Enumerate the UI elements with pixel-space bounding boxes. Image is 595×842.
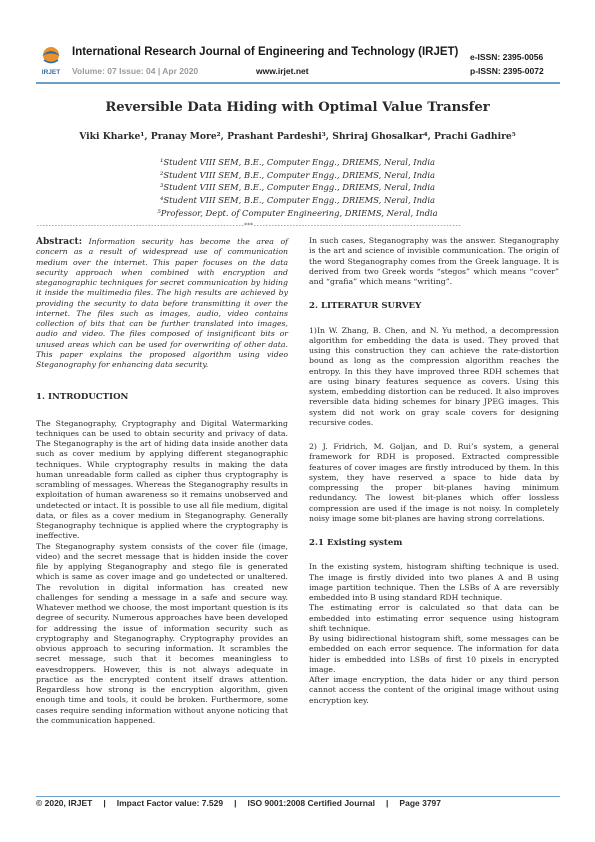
footer-separator: | (103, 798, 106, 808)
footer-separator: | (234, 798, 237, 808)
affiliations (0, 156, 595, 220)
journal-name: International Research Journal of Engineering and Technology (IRJET) (72, 46, 459, 58)
header-rule (36, 82, 560, 84)
e-issn: e-ISSN: 2395-0056 (470, 52, 544, 62)
footer-iso: ISO 9001:2008 Certified Journal (247, 798, 376, 808)
author-list: Viki Kharke¹, Pranay More², Prashant Pardeshi³, Shriraj Ghosalkar⁴, Prachi Gadhire⁵ (79, 131, 516, 142)
introduction-paragraph-1: The Steganography, Cryptography and Digital Watermarking techniques can be used to obtain security and privacy of data. The Steganography is the art of hiding data inside another data such as cover medium by applying different steganographic techniques. While cryptography results in making the data human unreadable form called as cipher thus cryptography is scrambling of messages. Whereas the Steganography results in exploitation of human awareness so it remains unobserved and undetected or intact. It is possible to use all file medium, digital data, or files as a cover medium in Steganography. Generally Steganography technique is applied where the cryptography is ineffective. (36, 418, 288, 541)
journal-header (0, 0, 595, 86)
footer-impact-label: Impact Factor value: (116, 798, 200, 808)
right-column (309, 236, 559, 706)
section-separator: ---------------------------------------------------------------------***--------------------------------------------------------------------- (36, 222, 461, 229)
p-issn: p-ISSN: 2395-0072 (470, 66, 544, 76)
affiliation-5: ⁵Professor, Dept. of Computer Engineering, DRIEMS, Neral, India (157, 207, 438, 218)
introduction-paragraph-3: In such cases, Steganography was the answer. Steganography is the art and science of invisible communication. The origin of the word Steganography comes from the Greek language. It is derived from two Greek words “stegos” which means “cover” and “grafia” which means “writing”. (309, 236, 559, 286)
footer-separator: | (386, 798, 389, 808)
introduction-paragraph-2: The Steganography system consists of the cover file (image, video) and the secret message that is hidden inside the cover file by applying Steganography and stego file is generated which is same as cover image and go undetected or unaltered. The revolution in digital information has created new challenges for sending a message in a safe and secure way. Whatever method we choose, the most important question is its degree of security. Numerous approaches have been developed for addressing the issue of information security such as cryptography and Steganography. Cryptography provides an obvious approach to securing information. It scrambles the secret message, such that it becomes meaningless to eavesdroppers. However, this is not always adequate in practice as the encrypted content itself draws attention. Regardless how strong is the encryption algorithm, given enough time and tools, it could be broken. Furthermore, some cases require sending information without anyone noticing that the communication happened. (36, 541, 288, 725)
affiliation-1: ¹Student VIII SEM, B.E., Computer Engg., DRIEMS, Neral, India (159, 157, 436, 167)
logo-text: IRJET (41, 69, 61, 76)
left-column (36, 237, 288, 726)
existing-paragraph-3: By using bidirectional histogram shift, some messages can be embedded on each error sequence. The information for data hider is embedded into LSBs of first 10 pixels in encrypted image. (309, 634, 559, 674)
footer-impact-value: 7.529 (201, 798, 224, 808)
introduction-heading: 1. INTRODUCTION (36, 392, 129, 403)
footer-copyright: © 2020, IRJET (36, 798, 93, 808)
existing-system-heading: 2.1 Existing system (309, 538, 403, 548)
literature-paragraph-1: 1)In W. Zhang, B. Chen, and N. Yu method, a decompression algorithm for embedding the data is used. They proved that using this construction they can achieve the rate-distortion bound as long as the compression algorithm reaches the entropy. In this they have improved three RDH schemes that are using binary features sequence as covers. Using this system, embedding distortion can be reduced. It also improves reversible data hiding schemes for binary JPEG images. This system did not work on gray scale covers for designing recursive codes. (309, 325, 559, 427)
page-footer (36, 798, 441, 808)
affiliation-2: ²Student VIII SEM, B.E., Computer Engg., DRIEMS, Neral, India (159, 169, 436, 180)
footer-page-number: Page 3797 (399, 798, 442, 808)
volume-issue: Volume: 07 Issue: 04 | Apr 2020 (72, 66, 199, 76)
abstract (36, 237, 288, 370)
existing-paragraph-2: The estimating error is calculated so that data can be embedded into estimating error sequence using histogram shift technique. (309, 603, 559, 633)
literature-paragraph-2: 2) J. Fridrich, M. Goljan, and D. Rui’s system, a general framework for RDH is proposed. Extracted compressible features of cover images are firstly introduced by them. In this system, they have reserved a space to hide data by compressing the proper bit-planes having minimum redundancy. The lowest bit-planes which offer lossless compression are used if the image is not noisy. In completely noisy image some bit-planes are having strong correlations. (309, 442, 559, 523)
existing-paragraph-1: In the existing system, histogram shifting technique is used. The image is firstly divided into two planes A and B using image partition technique. Then the LSBs of A are reversibly embedded into B using standard RDH technique. (309, 562, 559, 602)
affiliation-3: ³Student VIII SEM, B.E., Computer Engg., DRIEMS, Neral, India (159, 182, 436, 193)
footer-rule (36, 796, 560, 797)
literature-survey-heading: 2. LITERATUR SURVEY (309, 301, 422, 312)
abstract-label: Abstract: (36, 237, 83, 247)
irjet-logo (36, 44, 66, 76)
abstract-text: Information security has become the area of concern as a result of widespread use of communication medium over the internet. This paper focuses on the data security approach when combined with encryption and steganographic techniques for secret communication by hiding it inside the multimedia files. The high results are achieved by providing the security to data before transmitting it over the internet. The files such as images, audio, video contains collection of bits that can be further translated into images, audio and video. The files composed of insignificant bits or unused areas which can be used for overwriting of other data. This paper explains the proposed algorithm using video Steganography for enhancing data security. (36, 237, 288, 369)
paper-title: Reversible Data Hiding with Optimal Value Transfer (105, 100, 490, 115)
existing-paragraph-4: After image encryption, the data hider or any third person cannot access the content of the original image without using encryption key. (309, 675, 559, 705)
journal-website: www.irjet.net (256, 66, 309, 76)
affiliation-4: ⁴Student VIII SEM, B.E., Computer Engg., DRIEMS, Neral, India (159, 195, 436, 206)
